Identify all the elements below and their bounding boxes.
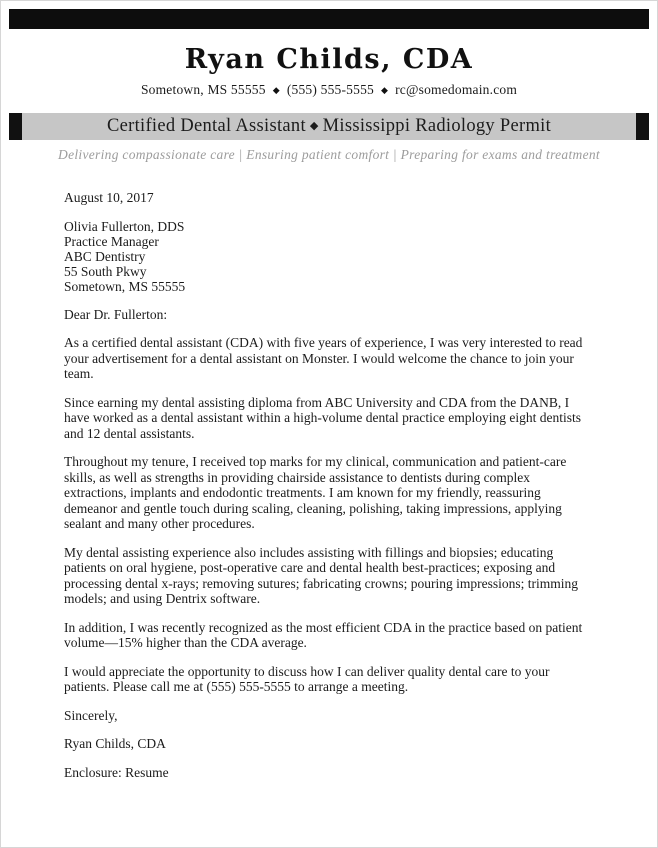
diamond-icon: ◆ [309,120,319,132]
credential-permit: Mississippi Radiology Permit [322,116,552,136]
letter-header [9,44,649,163]
bar-right-cap [636,113,649,140]
contact-line [9,82,649,98]
letter-body [9,163,649,780]
recipient-name: Olivia Fullerton, DDS [64,218,185,234]
closing: Sincerely, [64,707,118,723]
credential-title: Certified Dental Assistant [106,116,306,136]
paragraph-call-to-action: I would appreciate the opportunity to discuss how I can deliver quality dental care to your patients. Please call me at (555) 555-5555 to arrange a meeting. [64,663,550,694]
diamond-icon: ◆ [380,85,389,95]
recipient-city: Sometown, MS 55555 [64,278,186,294]
paragraph-recognition: In addition, I was recently recognized as the most efficient CDA in the practice based on patient volume—15% higher than the CDA average. [64,619,583,650]
signature-name: Ryan Childs, CDA [64,736,166,751]
credentials-text [22,116,636,137]
letter-date: August 10, 2017 [64,190,154,205]
paragraph-skills: Throughout my tenure, I received top marks for my clinical, communication and patient-care skills, as well as strengths in providing chairside assistance to dentists during complex extractions, implants and endodontic treatments. I am known for my friendly, reassuring demeanor and gentle touch during scaling, cleaning, polishing, taking impressions, applying sealant and many other procedures. [64,454,567,531]
candidate-name: Ryan Childs, CDA [184,44,474,75]
salutation: Dear Dr. Fullerton: [64,306,168,322]
credentials-bar [9,113,649,140]
recipient-company: ABC Dentistry [64,248,146,264]
recipient-street: 55 South Pkwy [64,263,147,279]
contact-phone: (555) 555-5555 [286,82,374,97]
paragraph-experience: Since earning my dental assisting diploma from ABC University and CDA from the DANB, I have worked as a dental assistant within a high-volume dental practice employing eight dentists and 12 dental assistants. [64,394,581,441]
recipient-title: Practice Manager [64,233,159,249]
bar-left-cap [9,113,22,140]
enclosure: Enclosure: Resume [64,764,169,780]
tagline: Delivering compassionate care | Ensuring patient comfort | Preparing for exams and treatment [58,147,600,162]
paragraph-duties: My dental assisting experience also includes assisting with fillings and biopsies; educating patients on oral hygiene, post-operative care and dental health best-practices; exposing and processing dental x-rays; removing sutures; fabricating crowns; pouring impressions; trimming models; and using Dentrix software. [64,544,579,606]
contact-location: Sometown, MS 55555 [140,82,266,97]
recipient-block [64,219,594,294]
diamond-icon: ◆ [272,85,280,95]
top-black-bar [9,9,649,29]
contact-email: rc@somedomain.com [395,82,518,97]
paragraph-intro: As a certified dental assistant (CDA) with five years of experience, I was very interested to read your advertisement for a dental assistant on Monster. I would welcome the chance to join your team. [64,335,583,381]
